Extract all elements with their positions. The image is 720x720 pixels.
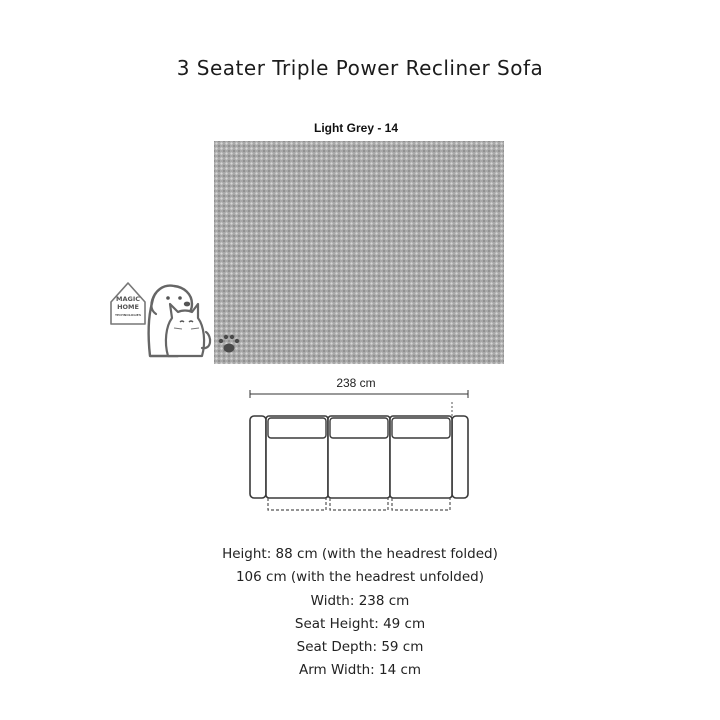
spec-height-unfolded: 106 cm (with the headrest unfolded) [235, 569, 485, 586]
pet-logo-icon [108, 278, 248, 364]
spec-seat-depth: Seat Depth: 59 cm [296, 639, 424, 656]
logo-text-magic: MAGIC [115, 295, 141, 303]
width-dimension-label: 238 cm [336, 376, 376, 390]
sofa-top-view-diagram [240, 374, 480, 524]
magic-home-logo [108, 278, 248, 364]
logo-text-home: HOME [117, 303, 139, 311]
page-title: 3 Seater Triple Power Recliner Sofa [176, 56, 544, 80]
spec-height-folded: Height: 88 cm (with the headrest folded) [222, 546, 498, 562]
logo-text-tagline: TECHNOLOGIES [114, 313, 141, 317]
spec-width: Width: 238 cm [310, 592, 410, 609]
specifications-list [0, 543, 720, 683]
spec-seat-height: Seat Height: 49 cm [294, 615, 426, 632]
color-swatch-label: Light Grey - 14 [313, 121, 399, 135]
fabric-color-swatch [214, 141, 504, 364]
spec-arm-width: Arm Width: 14 cm [298, 662, 422, 679]
